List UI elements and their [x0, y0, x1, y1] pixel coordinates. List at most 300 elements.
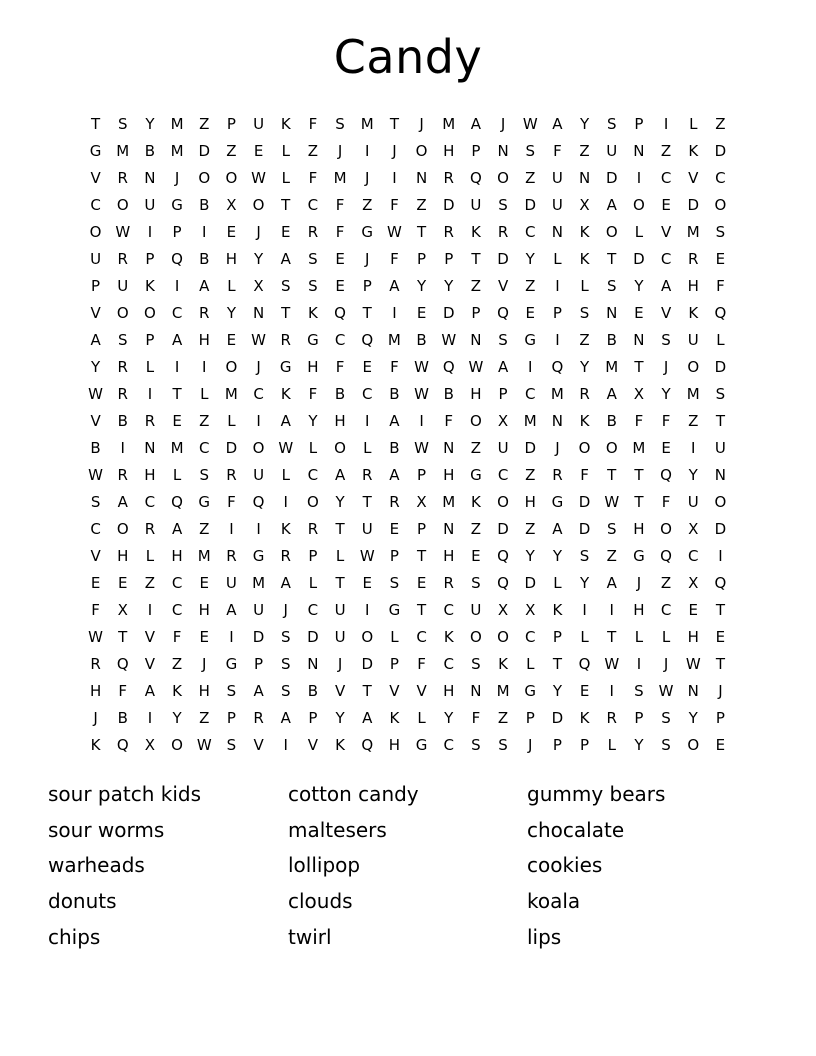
grid-letter: S [226, 682, 237, 700]
grid-letter: C [688, 547, 699, 565]
grid-letter: R [253, 709, 264, 727]
grid-letter: C [660, 250, 672, 268]
grid-letter: J [365, 250, 370, 268]
grid-letter: S [308, 277, 318, 295]
grid-letter: A [497, 358, 509, 376]
grid-letter: T [118, 628, 128, 646]
grid-letter: A [606, 574, 617, 592]
grid-letter: Y [416, 277, 427, 295]
grid-letter: P [145, 331, 155, 349]
grid-letter: T [335, 520, 345, 538]
grid-letter: S [525, 142, 535, 160]
grid-letter: I [365, 601, 370, 619]
grid-letter: U [606, 142, 618, 160]
grid-letter: L [281, 142, 290, 160]
grid-letter: F [716, 277, 725, 295]
grid-letter: H [388, 736, 401, 754]
word-item: warheads [48, 853, 145, 878]
grid-letter: S [634, 682, 644, 700]
grid-letter: T [281, 304, 291, 322]
grid-letter: W [88, 628, 103, 646]
grid-letter: W [278, 439, 294, 457]
grid-letter: M [333, 169, 347, 187]
grid-letter: T [607, 250, 617, 268]
grid-letter: C [171, 304, 183, 322]
grid-letter: Z [199, 709, 210, 727]
grid-letter: S [199, 466, 209, 484]
grid-letter: T [634, 358, 644, 376]
grid-letter: L [145, 547, 155, 565]
grid-letter: A [470, 115, 482, 133]
grid-letter: H [117, 547, 129, 565]
grid-letter: E [253, 142, 264, 160]
grid-letter: H [89, 682, 102, 700]
grid-letter: S [606, 520, 617, 538]
word-list-column-1 [48, 777, 288, 955]
grid-letter: O [687, 736, 700, 754]
grid-letter: E [715, 736, 726, 754]
grid-letter: A [199, 277, 210, 295]
grid-letter: H [687, 628, 699, 646]
grid-letter: E [579, 682, 590, 700]
grid-letter: U [253, 601, 265, 619]
grid-letter: J [337, 655, 343, 673]
grid-letter: J [337, 142, 343, 160]
grid-letter: W [251, 169, 266, 187]
grid-letter: S [715, 385, 726, 403]
grid-letter: F [308, 169, 318, 187]
grid-letter: V [144, 628, 156, 646]
grid-letter: I [174, 277, 180, 295]
grid-letter: B [416, 331, 427, 349]
grid-letter: O [470, 628, 482, 646]
grid-letter: E [90, 574, 101, 592]
grid-letter: H [633, 601, 645, 619]
grid-letter: P [417, 466, 427, 484]
grid-letter: Z [688, 412, 699, 430]
grid-letter: H [687, 277, 699, 295]
grid-letter: P [172, 223, 182, 241]
grid-letter: U [497, 439, 509, 457]
grid-letter: L [661, 628, 671, 646]
grid-letter: N [470, 682, 482, 700]
grid-letter: J [174, 169, 180, 187]
grid-letter: F [417, 655, 426, 673]
grid-letter: T [416, 223, 427, 241]
grid-letter: V [253, 736, 264, 754]
grid-letter: I [120, 439, 125, 457]
grid-letter: D [497, 520, 509, 538]
grid-letter: K [307, 304, 318, 322]
grid-letter: C [307, 466, 319, 484]
grid-letter: A [362, 709, 373, 727]
grid-letter: Z [579, 331, 590, 349]
grid-letter: E [199, 628, 209, 646]
grid-letter: Q [171, 250, 183, 268]
grid-letter: M [496, 682, 510, 700]
grid-letter: Q [497, 304, 509, 322]
grid-letter: D [578, 520, 591, 538]
grid-letter: P [417, 250, 427, 268]
grid-letter: N [252, 304, 265, 322]
grid-letter: W [604, 493, 620, 511]
grid-letter: O [578, 439, 591, 457]
grid-letter: T [416, 601, 427, 619]
grid-letter: O [116, 520, 129, 538]
grid-letter: D [198, 142, 211, 160]
grid-letter: T [362, 304, 372, 322]
grid-letter: P [226, 709, 236, 727]
grid-letter: Y [661, 385, 671, 403]
grid-letter: Y [634, 736, 644, 754]
grid-letter: K [280, 115, 291, 133]
grid-letter: W [386, 223, 402, 241]
grid-letter: C [144, 493, 156, 511]
word-item: maltesers [288, 817, 387, 842]
grid-letter: N [307, 655, 319, 673]
grid-letter: J [555, 439, 560, 457]
grid-letter: C [90, 196, 101, 214]
grid-letter: Q [714, 574, 727, 592]
grid-letter: Z [470, 520, 482, 538]
grid-letter: M [605, 358, 619, 376]
grid-letter: A [280, 574, 291, 592]
grid-letter: E [389, 520, 400, 538]
grid-letter: Y [552, 682, 562, 700]
grid-letter: I [636, 169, 642, 187]
grid-letter: H [443, 142, 455, 160]
grid-letter: I [256, 520, 261, 538]
grid-letter: I [147, 601, 153, 619]
grid-letter: B [389, 385, 400, 403]
grid-letter: O [144, 304, 156, 322]
grid-letter: P [308, 709, 318, 727]
grid-letter: T [471, 250, 481, 268]
grid-letter: N [443, 520, 455, 538]
word-item: donuts [48, 889, 117, 914]
grid-letter: U [225, 574, 237, 592]
grid-letter: A [606, 196, 617, 214]
grid-letter: M [170, 115, 184, 133]
grid-letter: D [633, 250, 645, 268]
grid-letter: Q [660, 466, 672, 484]
grid-letter: E [661, 196, 671, 214]
grid-letter: C [443, 601, 454, 619]
grid-letter: H [225, 250, 238, 268]
grid-letter: X [253, 277, 264, 295]
grid-letter: H [633, 520, 645, 538]
grid-letter: Z [579, 142, 590, 160]
grid-letter: S [606, 115, 617, 133]
grid-letter: L [227, 412, 236, 430]
grid-letter: T [281, 196, 291, 214]
grid-letter: K [280, 385, 291, 403]
grid-letter: G [388, 601, 401, 619]
grid-letter: I [718, 547, 723, 565]
grid-letter: D [497, 250, 509, 268]
grid-letter: L [172, 466, 182, 484]
grid-letter: X [497, 412, 509, 430]
grid-letter: F [335, 223, 345, 241]
grid-letter: E [634, 304, 644, 322]
grid-letter: P [552, 736, 562, 754]
grid-letter: L [417, 709, 426, 727]
grid-letter: U [687, 493, 699, 511]
grid-letter: U [551, 169, 563, 187]
grid-letter: J [256, 223, 261, 241]
grid-letter: T [362, 493, 372, 511]
grid-letter: L [553, 574, 562, 592]
grid-letter: G [551, 493, 564, 511]
grid-letter: V [90, 304, 101, 322]
grid-letter: O [687, 358, 700, 376]
grid-letter: C [715, 169, 726, 187]
grid-letter: W [196, 736, 212, 754]
grid-letter: Q [660, 547, 672, 565]
grid-letter: K [579, 709, 590, 727]
grid-letter: Q [252, 493, 265, 511]
grid-letter: O [605, 223, 618, 241]
grid-letter: B [606, 331, 617, 349]
grid-letter: D [714, 520, 727, 538]
grid-letter: L [390, 628, 399, 646]
grid-letter: M [224, 385, 238, 403]
grid-letter: K [144, 277, 155, 295]
grid-letter: D [687, 196, 700, 214]
grid-letter: F [91, 601, 100, 619]
grid-letter: J [663, 358, 669, 376]
word-list [48, 777, 768, 955]
grid-letter: K [688, 142, 699, 160]
grid-letter: Q [334, 304, 346, 322]
grid-letter: Q [361, 736, 374, 754]
grid-letter: K [552, 601, 563, 619]
grid-letter: M [197, 547, 211, 565]
grid-letter: W [468, 358, 484, 376]
grid-letter: I [609, 601, 614, 619]
grid-letter: S [308, 250, 318, 268]
grid-letter: D [605, 169, 618, 187]
grid-letter: M [252, 574, 266, 592]
grid-letter: A [389, 466, 400, 484]
grid-letter: I [202, 358, 207, 376]
grid-letter: T [634, 493, 644, 511]
grid-letter: P [471, 304, 481, 322]
grid-letter: F [634, 412, 644, 430]
grid-letter: A [144, 682, 156, 700]
grid-letter: J [256, 358, 261, 376]
grid-letter: Z [362, 196, 373, 214]
grid-letter: K [335, 736, 345, 754]
grid-letter: U [470, 601, 482, 619]
grid-letter: K [280, 520, 291, 538]
grid-letter: O [714, 493, 727, 511]
grid-letter: A [552, 520, 563, 538]
grid-letter: A [171, 331, 183, 349]
grid-letter: Z [199, 115, 210, 133]
grid-letter: B [144, 142, 156, 160]
grid-letter: O [116, 196, 129, 214]
grid-letter: R [443, 223, 454, 241]
grid-letter: T [416, 547, 427, 565]
grid-letter: X [117, 601, 128, 619]
grid-letter: B [307, 682, 319, 700]
grid-letter: J [93, 709, 98, 727]
grid-letter: C [253, 385, 264, 403]
grid-letter: I [202, 223, 207, 241]
grid-letter: N [443, 439, 455, 457]
grid-letter: J [718, 682, 723, 700]
grid-letter: C [199, 439, 210, 457]
grid-letter: Y [444, 709, 454, 727]
grid-letter: B [117, 412, 128, 430]
grid-letter: M [686, 223, 700, 241]
grid-letter: L [553, 250, 562, 268]
grid-letter: I [174, 358, 180, 376]
grid-letter: M [686, 385, 700, 403]
grid-letter: Y [226, 304, 236, 322]
grid-letter: O [307, 493, 319, 511]
grid-letter: C [416, 628, 427, 646]
grid-letter: R [362, 466, 373, 484]
grid-letter: R [307, 223, 319, 241]
grid-letter: O [334, 439, 346, 457]
grid-letter: Z [525, 466, 536, 484]
grid-letter: S [280, 628, 291, 646]
grid-letter: K [579, 250, 590, 268]
grid-letter: U [117, 277, 129, 295]
grid-letter: Q [497, 574, 509, 592]
grid-letter: D [225, 439, 238, 457]
grid-letter: E [362, 358, 372, 376]
grid-letter: E [715, 628, 726, 646]
grid-letter: G [633, 547, 645, 565]
grid-letter: T [552, 655, 562, 673]
grid-letter: N [606, 304, 618, 322]
grid-letter: O [605, 439, 618, 457]
grid-letter: R [199, 304, 210, 322]
grid-letter: E [172, 412, 182, 430]
grid-letter: B [606, 412, 617, 430]
grid-letter: I [419, 412, 424, 430]
grid-letter: N [415, 169, 428, 187]
grid-letter: P [308, 547, 318, 565]
grid-letter: R [117, 250, 128, 268]
grid-letter: Z [525, 520, 536, 538]
grid-letter: M [360, 115, 374, 133]
grid-letter: P [525, 709, 535, 727]
grid-letter: T [634, 466, 644, 484]
grid-letter: D [442, 196, 455, 214]
grid-letter: G [470, 466, 482, 484]
grid-letter: A [226, 601, 237, 619]
grid-letter: Y [335, 493, 345, 511]
grid-letter: W [685, 655, 701, 673]
grid-letter: B [389, 439, 400, 457]
grid-letter: O [714, 196, 727, 214]
grid-letter: J [528, 736, 533, 754]
grid-letter: T [389, 115, 399, 133]
grid-letter: K [443, 628, 454, 646]
grid-letter: I [229, 628, 234, 646]
grid-letter: V [660, 223, 672, 241]
grid-letter: B [443, 385, 454, 403]
grid-letter: I [147, 385, 153, 403]
word-item: sour worms [48, 817, 165, 842]
grid-letter: K [498, 655, 508, 673]
grid-letter: N [470, 331, 482, 349]
grid-letter: L [580, 277, 589, 295]
grid-letter: U [551, 196, 563, 214]
grid-letter: W [88, 466, 103, 484]
grid-letter: F [471, 709, 481, 727]
grid-letter: G [171, 196, 183, 214]
grid-letter: R [497, 223, 509, 241]
grid-letter: O [470, 412, 482, 430]
grid-letter: A [334, 466, 346, 484]
grid-letter: C [525, 628, 536, 646]
grid-letter: F [661, 493, 671, 511]
grid-letter: Y [688, 709, 698, 727]
grid-letter: S [498, 736, 508, 754]
grid-letter: T [715, 655, 725, 673]
grid-letter: R [90, 655, 101, 673]
grid-letter: J [419, 115, 424, 133]
grid-letter: Y [634, 277, 644, 295]
grid-letter: J [202, 655, 207, 673]
grid-letter: I [283, 736, 288, 754]
grid-letter: M [442, 115, 456, 133]
grid-letter: O [497, 628, 509, 646]
grid-letter: B [90, 439, 101, 457]
grid-letter: F [308, 385, 318, 403]
grid-letter: R [117, 385, 128, 403]
grid-letter: S [579, 547, 590, 565]
grid-letter: Q [116, 655, 129, 673]
grid-letter: S [280, 682, 291, 700]
grid-letter: B [117, 709, 128, 727]
grid-letter: V [660, 304, 672, 322]
grid-letter: F [118, 682, 128, 700]
grid-letter: A [253, 682, 264, 700]
word-item: gummy bears [527, 782, 666, 806]
grid-letter: P [362, 277, 372, 295]
grid-letter: H [198, 682, 210, 700]
grid-letter: Q [116, 736, 129, 754]
grid-letter: A [552, 115, 563, 133]
grid-letter: D [714, 142, 727, 160]
grid-letter: W [414, 439, 429, 457]
grid-letter: P [634, 115, 644, 133]
grid-letter: Q [171, 493, 183, 511]
grid-letter: C [171, 601, 183, 619]
grid-letter: Z [470, 439, 482, 457]
grid-letter: Q [470, 169, 482, 187]
grid-letter: W [251, 331, 266, 349]
grid-letter: C [171, 574, 183, 592]
grid-letter: P [444, 250, 454, 268]
grid-letter: H [307, 358, 319, 376]
grid-letter: N [551, 223, 564, 241]
grid-letter: W [441, 331, 457, 349]
grid-letter: F [390, 250, 399, 268]
puzzle-title: Candy [333, 30, 483, 84]
grid-letter: I [609, 682, 614, 700]
grid-letter: A [389, 412, 400, 430]
word-list-column-3 [527, 777, 768, 955]
grid-letter: K [172, 682, 182, 700]
grid-letter: X [226, 196, 237, 214]
